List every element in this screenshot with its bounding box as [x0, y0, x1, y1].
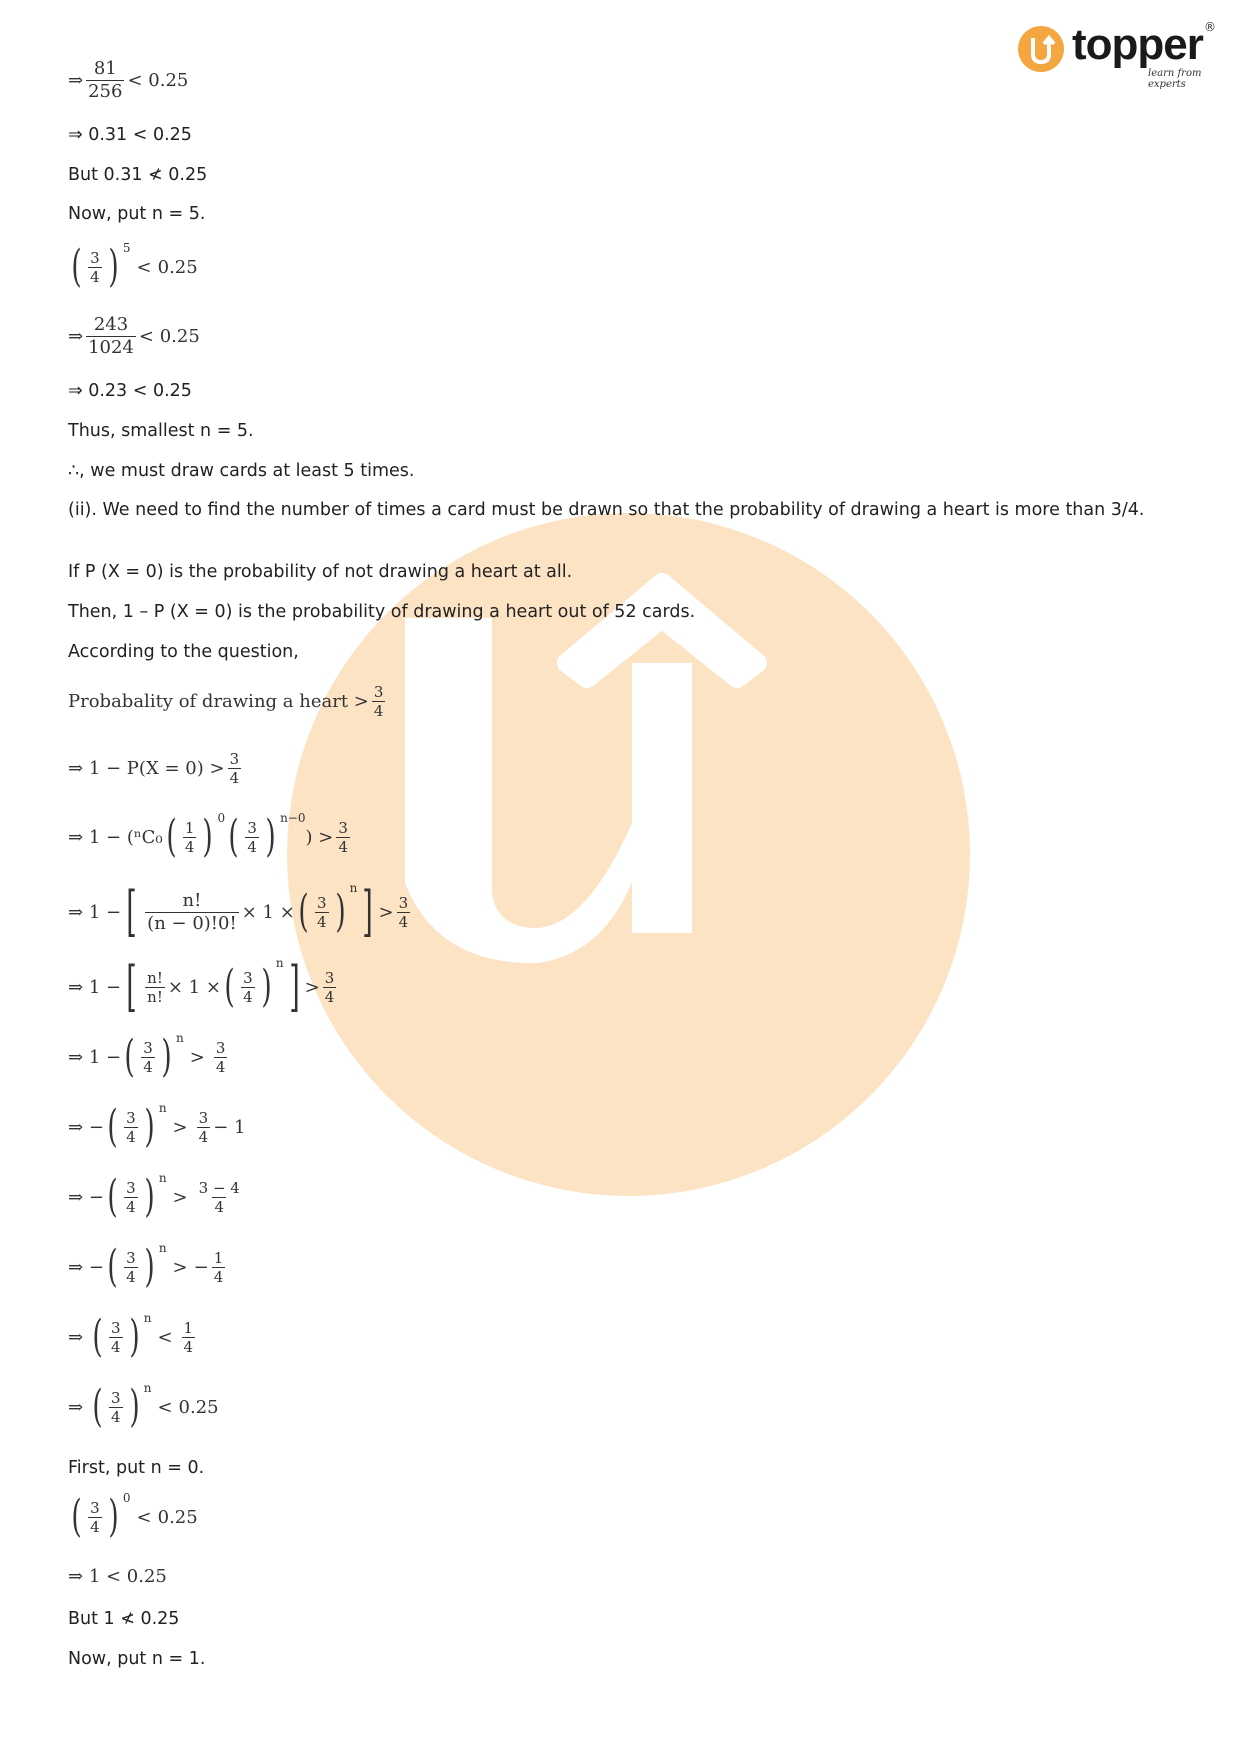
logo-wordmark: topper	[1072, 20, 1203, 69]
math-1-minus-px0: ⇒ 1 − P(X = 0) > 3 4	[68, 750, 240, 787]
math-3-4-pow0: ( 3 4 ) 0 < 0.25	[71, 1491, 198, 1542]
math-1-lt-025: ⇒ 1 < 0.25	[68, 1566, 167, 1587]
text-line: Then, 1 – P (X = 0) is the probability of drawing a heart out of 52 cards.	[68, 602, 696, 622]
math-step-4: ⇒ − ( 3 4 ) n > − $\frac{1}{4}$	[68, 1241, 224, 1292]
text-line: ∴, we must draw cards at least 5 times.	[68, 461, 415, 481]
text-line: But 0.31 ≮ 0.25	[68, 165, 208, 185]
math-prob-heart: Probabality of drawing a heart > 3 4	[68, 683, 384, 720]
math-step-5: ⇒ ( 3 4 ) n < 1 4	[68, 1311, 194, 1362]
text-line: First, put n = 0.	[68, 1458, 205, 1478]
text-line: ⇒ 0.23 < 0.25	[68, 381, 192, 401]
registered-mark: ®	[1204, 20, 1216, 34]
math-step-3: ⇒ − ( 3 4 ) n > 3 − 4 4	[68, 1171, 240, 1222]
logo-tagline: learn from experts	[1148, 68, 1202, 90]
text-line: But 1 ≮ 0.25	[68, 1609, 180, 1629]
text-line: If P (X = 0) is the probability of not drawing a heart at all.	[68, 562, 573, 582]
math-binomial-term: ⇒ 1 − (ⁿC₀ ( 1 4 ) 0 ( 3 4 ) n−0 ) > 3 4	[68, 811, 348, 862]
text-line: Now, put n = 5.	[68, 204, 206, 224]
paragraph-part-ii: (ii). We need to find the number of times a card must be drawn so that the probability of drawing a heart is more than 3/4.	[68, 500, 1145, 520]
math-step-2: ⇒ − ( 3 4 ) n > 3 4 − 1	[68, 1101, 246, 1152]
math-81-256: ⇒ 81 256 < 0.25	[68, 58, 189, 102]
math-step-6: ⇒ ( 3 4 ) n < 0.25	[68, 1381, 219, 1432]
text-line: Thus, smallest n = 5.	[68, 421, 254, 441]
text-line: ⇒ 0.31 < 0.25	[68, 125, 192, 145]
math-simplified-factorial: ⇒ 1 − [ $\frac{n!}{n!}$ × 1 × ( 3 4 ) n ] > 3 4	[68, 955, 335, 1018]
math-3-4-pow5: ( 3 4 ) 5 < 0.25	[71, 241, 198, 292]
math-factorial-expansion: ⇒ 1 − [ $\frac{n!}{(n - 0)!0!}$ × 1 × ( 3 4 ) n ] > 3 4	[68, 880, 409, 943]
text-line: According to the question,	[68, 642, 299, 662]
topper-logo	[1018, 20, 1218, 90]
text-line: Now, put n = 1.	[68, 1649, 206, 1669]
math-243-1024: ⇒ 243 1024 < 0.25	[68, 314, 200, 358]
logo-u-icon	[1018, 26, 1064, 72]
math-step-1: ⇒ 1 − ( 3 4 ) n > 3 4	[68, 1031, 226, 1082]
